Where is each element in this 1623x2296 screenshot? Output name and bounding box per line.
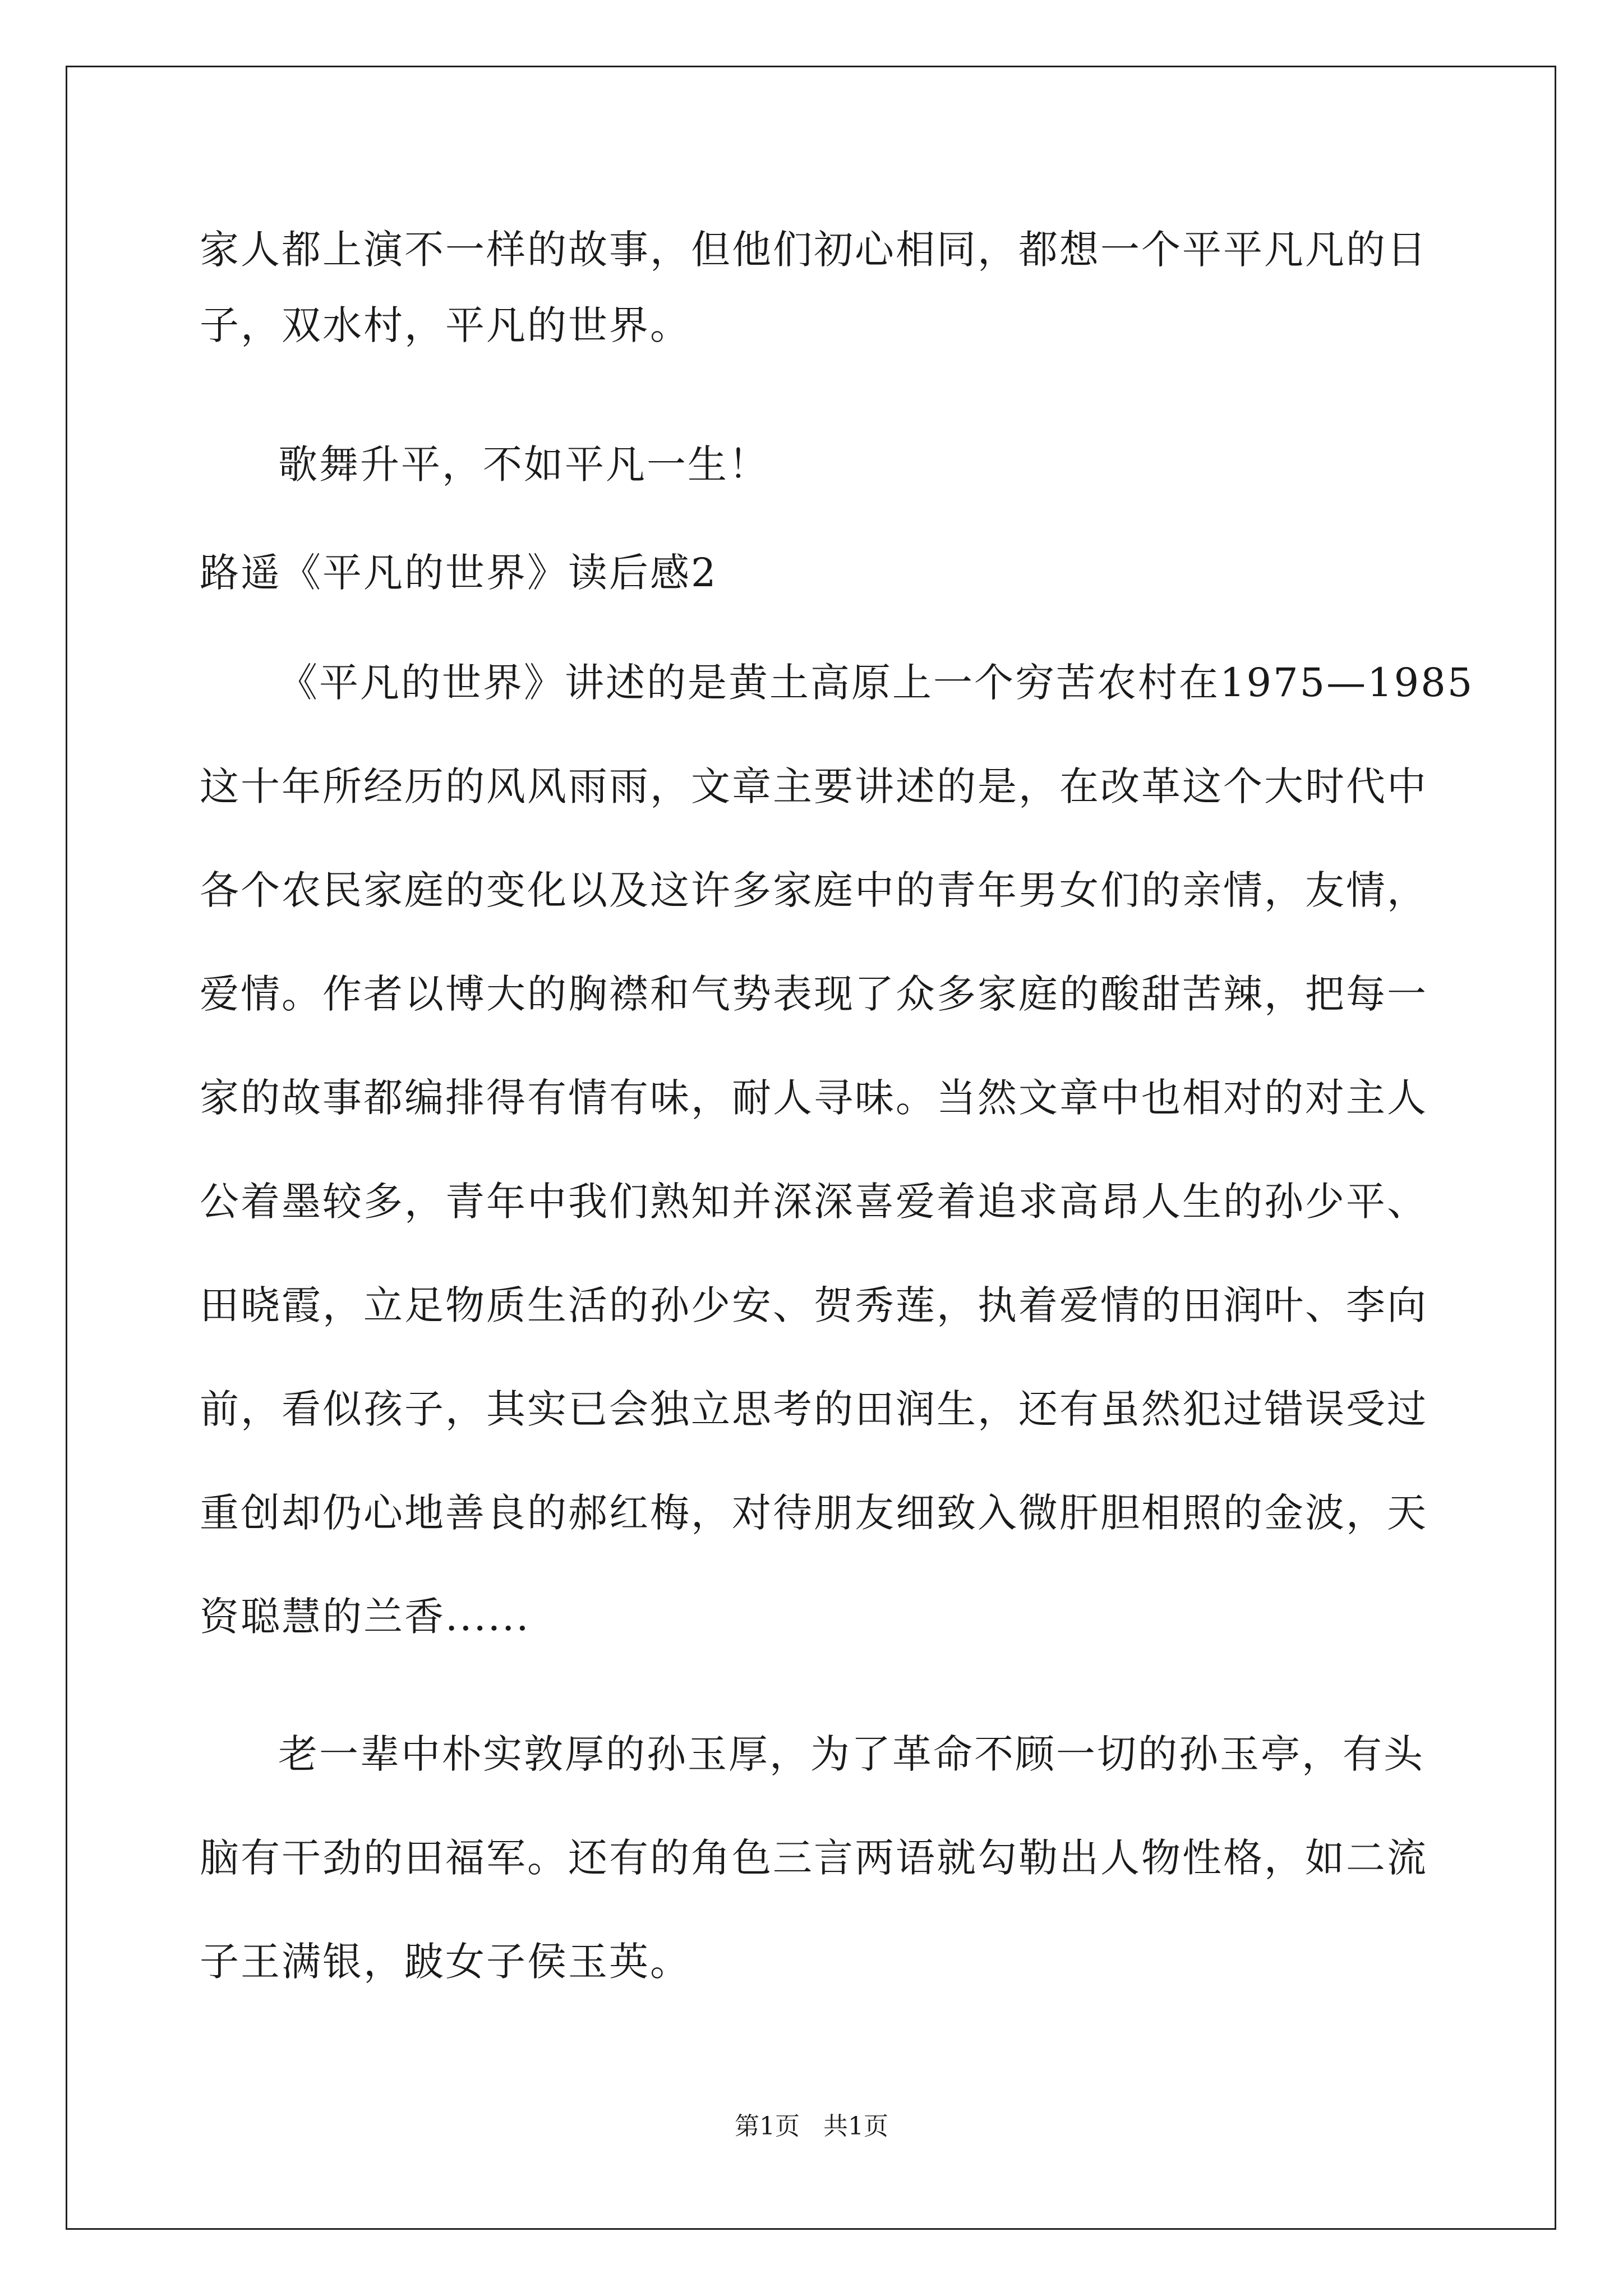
paragraph-line: 老一辈中朴实敦厚的孙玉厚，为了革命不顾一切的孙玉亭，有头: [278, 1731, 1424, 1777]
paragraph-line: 公着墨较多，青年中我们熟知并深深喜爱着追求高昂人生的孙少平、: [200, 1179, 1428, 1225]
paragraph-line: 重创却仍心地善良的郝红梅，对待朋友细致入微肝胆相照的金波，天: [200, 1490, 1428, 1536]
paragraph-line: 这十年所经历的风风雨雨，文章主要讲述的是，在改革这个大时代中: [200, 763, 1428, 809]
paragraph-line: 子，双水村，平凡的世界。: [200, 302, 691, 348]
section-heading: 路遥《平凡的世界》读后感2: [200, 550, 718, 596]
paragraph-line: 脑有干劲的田福军。还有的角色三言两语就勾勒出人物性格，如二流: [200, 1835, 1428, 1881]
paragraph-line: 爱情。作者以博大的胸襟和气势表现了众多家庭的酸甜苦辣，把每一: [200, 971, 1428, 1017]
paragraph-line: 《平凡的世界》讲述的是黄土高原上一个穷苦农村在1975—1985: [278, 660, 1474, 706]
paragraph-line: 家的故事都编排得有情有味，耐人寻味。当然文章中也相对的对主人: [200, 1075, 1428, 1121]
paragraph-line: 田晓霞，立足物质生活的孙少安、贺秀莲，执着爱情的田润叶、李向: [200, 1282, 1428, 1328]
paragraph-line: 各个农民家庭的变化以及这许多家庭中的青年男女们的亲情，友情，: [200, 867, 1428, 913]
paragraph-line: 前，看似孩子，其实已会独立思考的田润生，还有虽然犯过错误受过: [200, 1386, 1428, 1432]
page-border: [66, 66, 1556, 2230]
page-number-footer: 第1页 共1页: [735, 2112, 888, 2141]
paragraph-line: 歌舞升平，不如平凡一生！: [278, 441, 769, 487]
paragraph-line: 子王满银，跛女子侯玉英。: [200, 1939, 691, 1985]
paragraph-line: 家人都上演不一样的故事，但他们初心相同，都想一个平平凡凡的日: [200, 227, 1428, 273]
paragraph-line: 资聪慧的兰香......: [200, 1594, 531, 1640]
